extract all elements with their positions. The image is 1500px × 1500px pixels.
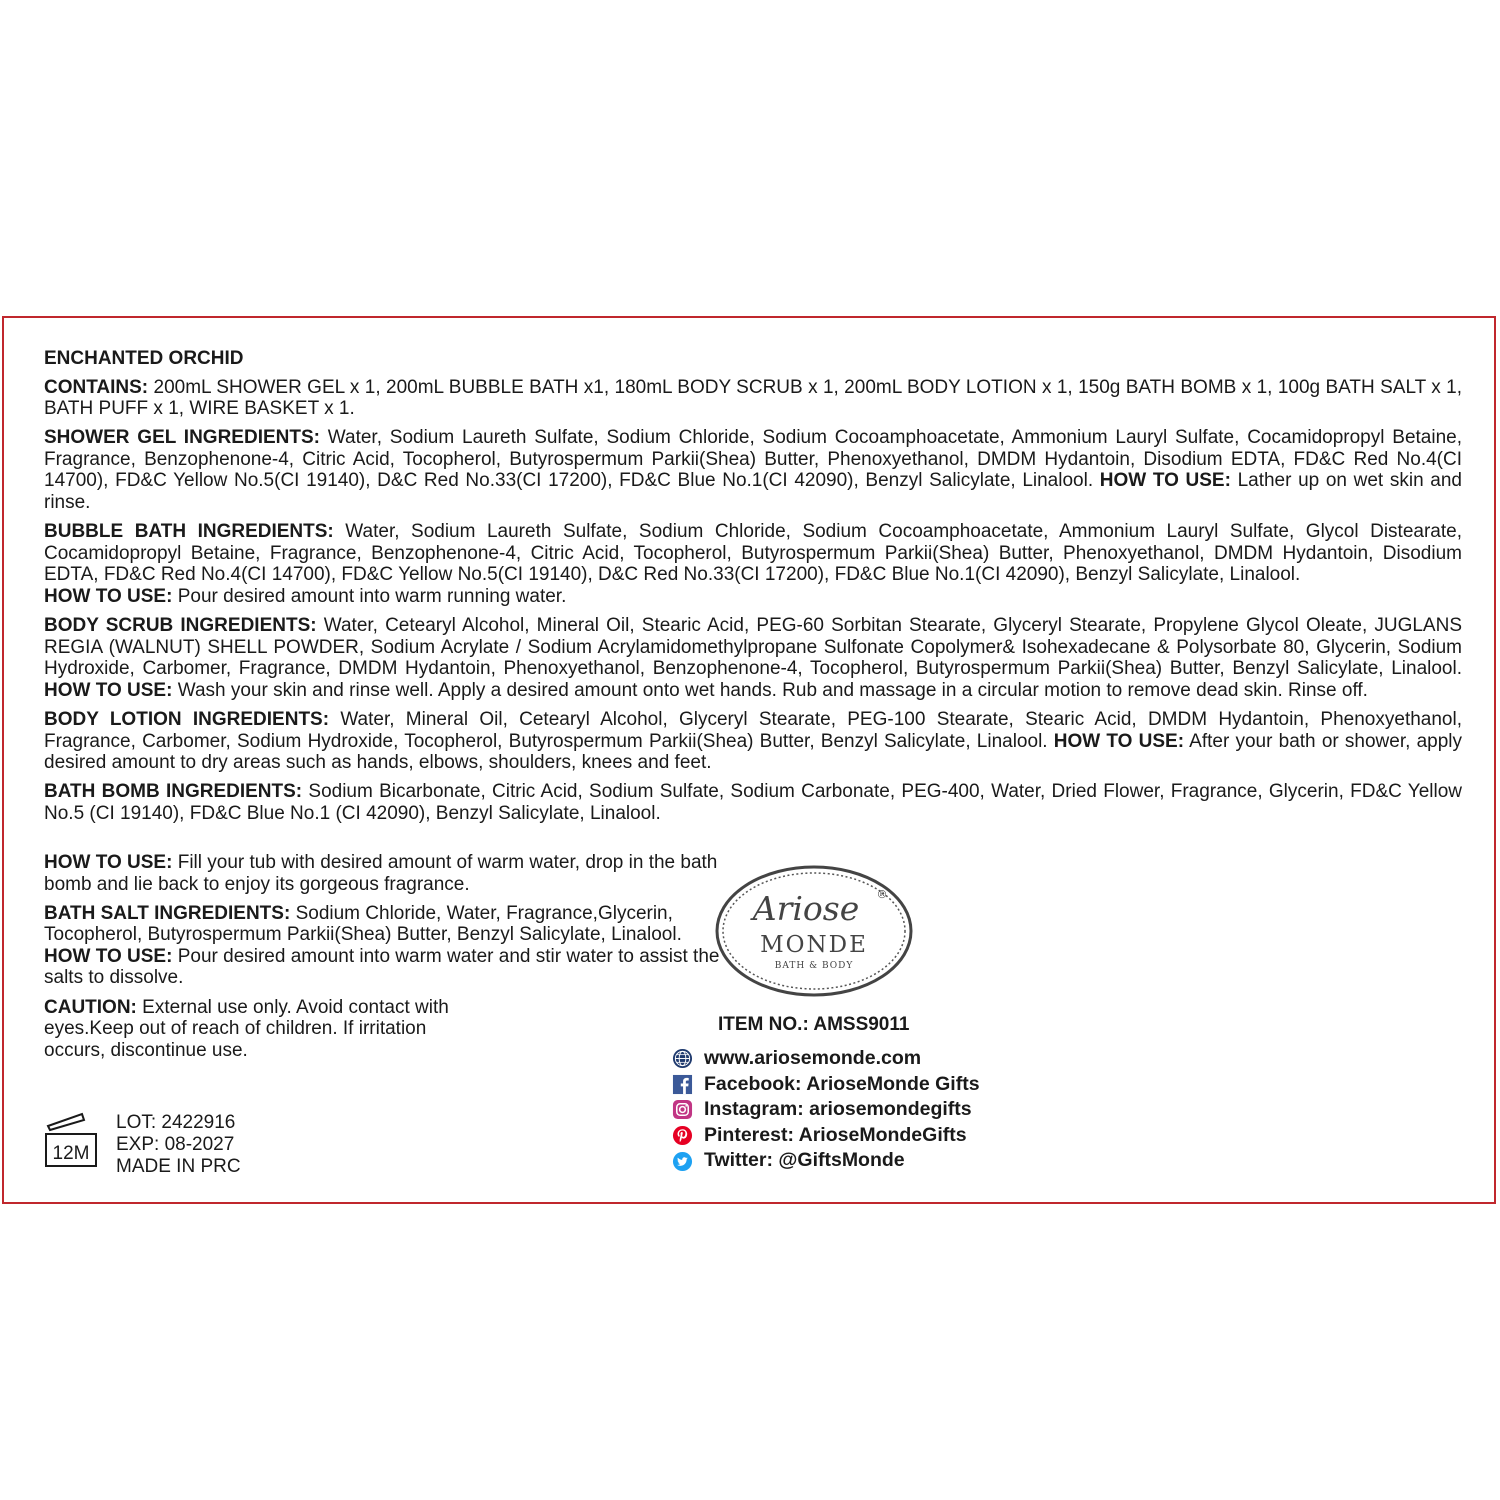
pao-label: 12M [52, 1143, 90, 1164]
bubble-bath-section [44, 521, 1462, 607]
bath-bomb-how-text: Fill your tub with desired amount of warm water, drop in the bath bomb and lie back to enjoy its gorgeous fragrance. [44, 852, 718, 895]
product-title: ENCHANTED ORCHID [44, 348, 244, 369]
lot-number: LOT: 2422916 [116, 1112, 236, 1133]
pinterest-text: Pinterest: ArioseMondeGifts [704, 1123, 967, 1146]
bath-bomb-section [44, 781, 1462, 824]
ingredients-block [44, 348, 1462, 832]
body-scrub-text: Water, Cetearyl Alcohol, Mineral Oil, Stearic Acid, PEG-60 Sorbitan Stearate, Glyceryl Stearate, Propylene Glycol Oleate, JUGLANS REGIA (WALNUT) SHELL POWDER, Sodium Acrylate / Sodium Acrylamidomethylpropane Sulfonate Copolymer& Isohexadecane & Polysorbate 80, Glycerin, Sodium Hydroxide, Carbomer, Fragrance, DMDM Hydantoin, Phenoxyethanol, Benzophenone-4, Tocopherol, Butyrospermum Parkii(Shea) Butter, Benzyl Salicylate, Linalool. [44, 615, 1462, 680]
shower-gel-section [44, 427, 1462, 513]
body-lotion-text: Water, Mineral Oil, Cetearyl Alcohol, Glyceryl Stearate, PEG-100 Stearate, Stearic Acid, DMDM Hydantoin, Phenoxyethanol, Fragrance, Carbomer, Sodium Hydroxide, Tocopherol, Butyrospermum Parkii(Shea) Butter, Benzyl Salicylate, Linalool. [44, 708, 1462, 752]
instagram-text: Instagram: ariosemondegifts [704, 1098, 972, 1121]
expiry-date: EXP: 08-2027 [116, 1134, 235, 1155]
caution-section [44, 997, 484, 1062]
facebook-icon [672, 1074, 693, 1095]
body-scrub-heading: BODY SCRUB INGREDIENTS: [44, 615, 317, 637]
shower-gel-text: Water, Sodium Laureth Sulfate, Sodium Chloride, Sodium Cocoamphoacetate, Ammonium Lauryl Sulfate, Cocamidopropyl Betaine, Fragrance, Benzophenone-4, Citric Acid, Tocopherol, Butyrospermum Parkii(Shea) Butter, Phenoxyethanol, DMDM Hydantoin, Disodium EDTA, FD&C Red No.4(CI 14700), FD&C Yellow No.5(CI 19140), D&C Red No.33(CI 17200), FD&C Blue No.1(CI 42090), Benzyl Salicylate, Linalool. [44, 427, 1462, 492]
lot-info [42, 1108, 342, 1178]
bath-salt-section [44, 903, 724, 989]
logo-script: Ariose [752, 889, 860, 928]
shower-gel-how-heading: HOW TO USE: [1099, 470, 1231, 492]
bubble-bath-how-heading: HOW TO USE: [44, 585, 173, 607]
twitter-text: Twitter: @GiftsMonde [704, 1149, 905, 1172]
pinterest-icon [672, 1125, 693, 1146]
body-scrub-how-text: Wash your skin and rinse well. Apply a desired amount onto wet hands. Rub and massage in a circular motion to remove dead skin. Rinse off. [172, 679, 1368, 701]
product-label [2, 316, 1496, 1204]
bubble-bath-text: Water, Sodium Laureth Sulfate, Sodium Chloride, Sodium Cocoamphoacetate, Ammonium Lauryl Sulfate, Glycol Distearate, Cocamidopropyl Betaine, Fragrance, Benzophenone-4, Citric Acid, Tocopherol, Butyrospermum Parkii(Shea) Butter, Phenoxyethanol, DMDM Hydantoin, Disodium EDTA, FD&C Red No.4(CI 14700), FD&C Yellow No.5(CI 19140), D&C Red No.33(CI 17200), FD&C Blue No.1(CI 42090), Benzyl Salicylate, Linalool. [44, 521, 1462, 586]
instagram-link[interactable] [672, 1097, 980, 1123]
facebook-text: Facebook: ArioseMonde Gifts [704, 1072, 980, 1095]
open-jar-icon [42, 1108, 102, 1168]
logo-registered: ® [876, 888, 888, 901]
contains-section [44, 377, 1462, 420]
globe-icon [672, 1048, 693, 1069]
caution-text: External use only. Avoid contact with eyes.Keep out of reach of children. If irritation occurs, discontinue use. [44, 996, 449, 1061]
bubble-bath-how-text: Pour desired amount into warm running water. [172, 585, 567, 607]
body-scrub-how-heading: HOW TO USE: [44, 679, 173, 701]
ariose-monde-logo [714, 864, 914, 998]
instagram-icon [672, 1099, 693, 1120]
facebook-link[interactable] [672, 1072, 980, 1098]
caution-heading: CAUTION: [44, 996, 137, 1018]
contains-text: 200mL SHOWER GEL x 1, 200mL BUBBLE BATH x1, 180mL BODY SCRUB x 1, 200mL BODY LOTION x 1, 150g BATH BOMB x 1, 100g BATH SALT x 1, BATH PUFF x 1, WIRE BASKET x 1. [44, 376, 1462, 420]
made-in: MADE IN PRC [116, 1156, 241, 1177]
website-text: www.ariosemonde.com [704, 1047, 922, 1069]
body-scrub-section [44, 615, 1462, 701]
pinterest-link[interactable] [672, 1123, 980, 1149]
body-lotion-section [44, 709, 1462, 774]
shower-gel-how-text: Lather up on wet skin and rinse. [44, 470, 1462, 514]
bath-salt-heading: BATH SALT INGREDIENTS: [44, 902, 291, 924]
twitter-icon [672, 1151, 693, 1172]
social-links [672, 1046, 980, 1174]
left-column [44, 852, 724, 1069]
item-number: ITEM NO.: AMSS9011 [718, 1014, 910, 1035]
bath-salt-text: Sodium Chloride, Water, Fragrance,Glycerin, Tocopherol, Butyrospermum Parkii(Shea) Butter, Benzyl Salicylate, Linalool. [44, 902, 682, 946]
bath-salt-how-heading: HOW TO USE: [44, 945, 173, 967]
twitter-link[interactable] [672, 1148, 980, 1174]
bath-bomb-text: Sodium Bicarbonate, Citric Acid, Sodium Sulfate, Sodium Carbonate, PEG-400, Water, Dried Flower, Fragrance, Glycerin, FD&C Yellow No.5 (CI 19140), FD&C Blue No.1 (CI 42090), Benzyl Salicylate, Linalool. [44, 781, 1462, 824]
bath-bomb-how-heading: HOW TO USE: [44, 852, 173, 873]
bubble-bath-heading: BUBBLE BATH INGREDIENTS: [44, 521, 334, 543]
bath-bomb-heading: BATH BOMB INGREDIENTS: [44, 781, 303, 803]
body-lotion-how-text: After your bath or shower, apply desired amount to dry areas such as hands, elbows, shoulders, knees and feet. [44, 730, 1462, 774]
bath-salt-how-text: Pour desired amount into warm water and stir water to assist the salts to dissolve. [44, 945, 720, 989]
bath-bomb-how-section [44, 852, 724, 895]
shower-gel-heading: SHOWER GEL INGREDIENTS: [44, 427, 320, 449]
contains-heading: CONTAINS: [44, 376, 149, 398]
body-lotion-how-heading: HOW TO USE: [1053, 730, 1185, 752]
body-lotion-heading: BODY LOTION INGREDIENTS: [44, 708, 330, 730]
lot-text [116, 1112, 241, 1178]
website-link[interactable] [672, 1046, 980, 1072]
logo-tagline: BATH & BODY [774, 961, 854, 971]
logo-name: MONDE [760, 932, 868, 958]
